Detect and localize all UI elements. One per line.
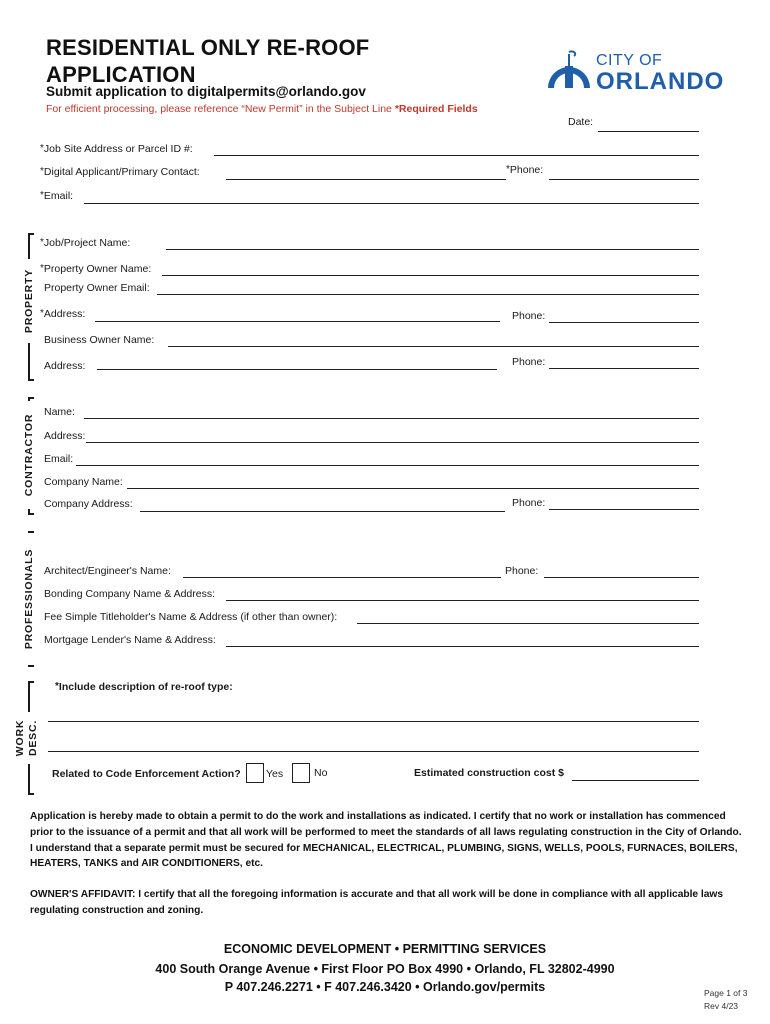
work-desc-bracket-bottom: [28, 793, 34, 795]
contractor-name-field[interactable]: [84, 418, 699, 419]
contractor-address-label: Address:: [44, 430, 86, 442]
estimated-cost-field[interactable]: [572, 780, 699, 781]
professionals-section-label: PROFESSIONALS: [23, 533, 37, 665]
architect-phone-label: Phone:: [505, 565, 539, 577]
company-name-field[interactable]: [127, 488, 699, 489]
include-description-label: *Include description of re-roof type:: [55, 681, 233, 693]
work-desc-section-label: [14, 712, 42, 764]
work-desc-bracket-top: [28, 681, 34, 683]
property-address-label: *Address:: [40, 308, 86, 320]
title-line-1: RESIDENTIAL ONLY RE-ROOF: [46, 35, 370, 60]
business-owner-name-field[interactable]: [168, 346, 699, 347]
email-label: *Email:: [40, 190, 74, 202]
business-owner-name-label: Business Owner Name:: [44, 334, 155, 346]
property-owner-email-field[interactable]: [157, 294, 699, 295]
estimated-cost-label: Estimated construction cost $: [414, 767, 564, 779]
required-fields-note: *Required Fields: [394, 103, 478, 115]
revision: Rev 4/23: [704, 1001, 739, 1011]
efficiency-note-text: For efficient processing, please reference “New Permit” in the Subject Line: [46, 103, 392, 115]
form-title: [46, 34, 369, 88]
business-phone-label: Phone:: [512, 356, 546, 368]
footer-address: 400 South Orange Avenue • First Floor PO Box 4990 • Orlando, FL 32802-4990: [155, 962, 615, 976]
applicant-phone-field[interactable]: [549, 179, 699, 180]
architect-phone-field[interactable]: [544, 577, 699, 578]
email-field[interactable]: [84, 203, 699, 204]
property-address-field[interactable]: [95, 321, 500, 322]
contractor-section-label: CONTRACTOR: [23, 401, 37, 509]
yes-label: Yes: [266, 768, 284, 780]
architect-label: Architect/Engineer's Name:: [44, 565, 171, 577]
architect-field[interactable]: [183, 577, 501, 578]
digital-applicant-label: *Digital Applicant/Primary Contact:: [40, 166, 200, 178]
property-owner-name-field[interactable]: [162, 275, 699, 276]
code-enforcement-label: Related to Code Enforcement Action?: [52, 768, 241, 780]
bonding-field[interactable]: [226, 600, 699, 601]
date-field[interactable]: [598, 131, 699, 132]
business-address-field[interactable]: [97, 369, 497, 370]
applicant-phone-label: *Phone:: [506, 164, 544, 176]
footer-department: ECONOMIC DEVELOPMENT • PERMITTING SERVICES: [223, 942, 547, 956]
owners-affidavit: OWNER'S AFFIDAVIT: I certify that all the foregoing information is accurate and that all work will be done in compliance with all applicable laws regulating construction and zoning.: [30, 889, 724, 916]
company-phone-label: Phone:: [512, 497, 546, 509]
property-owner-email-label: Property Owner Email:: [44, 282, 150, 294]
efficiency-note: [46, 103, 478, 115]
mortgage-field[interactable]: [226, 646, 699, 647]
company-phone-field[interactable]: [549, 509, 699, 510]
logo-city-of: CITY OF: [596, 52, 663, 69]
city-hall-dome-icon: [544, 48, 594, 94]
footer-contact: P 407.246.2271 • F 407.246.3420 • Orlando.gov/permits: [224, 980, 546, 994]
professionals-bracket-bottom: [28, 665, 34, 667]
logo-orlando: ORLANDO: [596, 68, 725, 95]
contractor-bracket-top: [28, 397, 34, 399]
contractor-name-label: Name:: [44, 406, 75, 418]
contractor-email-label: Email:: [44, 453, 74, 465]
work-label: WORK: [14, 719, 26, 757]
digital-applicant-field[interactable]: [226, 179, 506, 180]
fee-simple-field[interactable]: [357, 623, 699, 624]
desc-label: DESC.: [27, 719, 39, 757]
application-statement: Application is hereby made to obtain a permit to do the work and installations as indicated. I certify that no work or installation has commenced prior to the issuance of a permit and that all work will be performed to meet the standards of all laws regulating construction in the City of Orlando. I understand that a separate permit must be secured for MECHANICAL, ELECTRICAL, PLUMBING, SIGNS, WELLS, POOLS, FURNACES, BOILERS, HEATERS, TANKS and AIR CONDITIONERS, etc.: [30, 811, 742, 870]
fee-simple-label: Fee Simple Titleholder's Name & Address (if other than owner):: [44, 611, 338, 623]
job-site-field[interactable]: [214, 155, 699, 156]
company-address-label: Company Address:: [44, 498, 133, 510]
date-label: Date:: [568, 116, 594, 128]
business-address-label: Address:: [44, 360, 86, 372]
company-name-label: Company Name:: [44, 476, 123, 488]
property-bracket-top: [28, 233, 34, 235]
work-description-line-1[interactable]: [48, 721, 699, 722]
contractor-bracket-bottom: [28, 513, 34, 515]
job-project-name-label: *Job/Project Name:: [40, 237, 131, 249]
property-section-label: PROPERTY: [23, 259, 37, 343]
code-enforcement-no-checkbox[interactable]: [292, 763, 310, 783]
job-site-label: *Job Site Address or Parcel ID #:: [40, 143, 193, 155]
work-description-line-2[interactable]: [48, 751, 699, 752]
business-phone-field[interactable]: [549, 368, 699, 369]
no-label: No: [314, 767, 328, 779]
job-project-name-field[interactable]: [166, 249, 699, 250]
code-enforcement-yes-checkbox[interactable]: [246, 763, 264, 783]
property-bracket-bottom: [28, 379, 34, 381]
company-address-field[interactable]: [140, 511, 505, 512]
contractor-email-field[interactable]: [76, 465, 699, 466]
property-phone-label: Phone:: [512, 310, 546, 322]
bonding-label: Bonding Company Name & Address:: [44, 588, 216, 600]
city-of-orlando-logo: [544, 48, 734, 94]
property-phone-field[interactable]: [549, 322, 699, 323]
property-owner-name-label: *Property Owner Name:: [40, 263, 152, 275]
title-line-2: APPLICATION: [46, 62, 196, 87]
mortgage-label: Mortgage Lender's Name & Address:: [44, 634, 216, 646]
submit-instruction: Submit application to digitalpermits@orlando.gov: [46, 84, 366, 99]
page-number: Page 1 of 3: [704, 988, 748, 998]
contractor-address-field[interactable]: [86, 442, 699, 443]
